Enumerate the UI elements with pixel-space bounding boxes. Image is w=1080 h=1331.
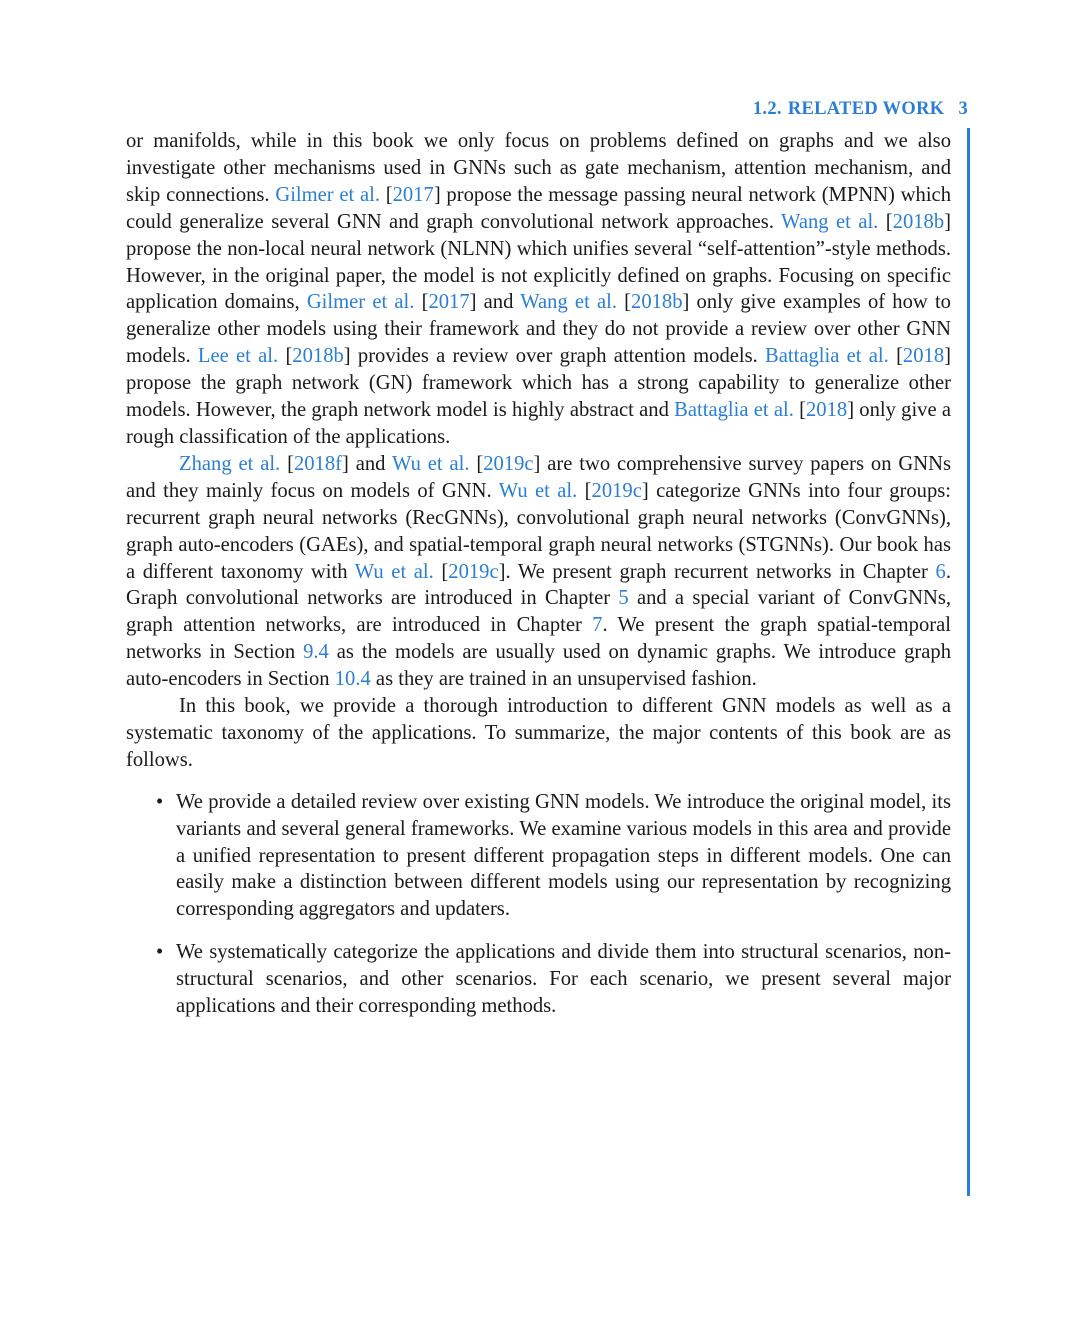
chapter-ref-link[interactable]: 5 bbox=[618, 587, 629, 610]
citation-year-link[interactable]: 2018f bbox=[293, 452, 342, 475]
text-span: propose the message passing neural network (MPNN) which could generalize several GNN and graph convolutional network approaches. bbox=[126, 183, 951, 233]
chapter-ref-link[interactable]: 7 bbox=[592, 614, 603, 637]
list-item-text: We systematically categorize the applications and divide them into structural scenarios, non-structural scenarios, and other scenarios. For each scenario, we present several major applications and their corresponding methods. bbox=[176, 941, 951, 1018]
list-item bbox=[126, 939, 951, 1020]
bullet-icon: • bbox=[156, 941, 164, 964]
citation-link[interactable]: Wu et al. bbox=[498, 479, 578, 502]
running-head bbox=[753, 99, 968, 120]
bullet-icon: • bbox=[156, 790, 164, 813]
text-span: propose the non-local neural network (NLNN) which unifies several “self-attention”-style methods. However, in the original paper, the model is not explicitly defined on graphs. Focusing on specific application domains, bbox=[126, 237, 951, 314]
text-span: . We present the graph spatial-temporal networks in Section bbox=[126, 614, 951, 664]
citation-year-link[interactable]: 2017 bbox=[428, 291, 470, 314]
list-item-text: We provide a detailed review over existing GNN models. We introduce the original model, its variants and several general frameworks. We examine various models in this area and provide a unified representation to present different propagation steps in different models. One can easily make a distinction between different models using our representation by recognizing corresponding aggregators and updaters. bbox=[176, 790, 951, 921]
chapter-ref-link[interactable]: 6 bbox=[935, 560, 946, 583]
text-span: are two comprehensive survey papers on GNNs and they mainly focus on models of GNN. bbox=[126, 452, 951, 502]
citation-link[interactable]: Wang et al. bbox=[781, 210, 879, 233]
citation-year-link[interactable]: 2018 bbox=[902, 345, 945, 368]
text-span: propose the graph network (GN) framework which has a strong capability to generalize other models. However, the graph network model is highly abstract and bbox=[126, 372, 951, 422]
page-number: 3 bbox=[958, 99, 968, 119]
citation-link[interactable]: Wu et al. bbox=[391, 452, 470, 475]
citation-year-link[interactable]: 2017 bbox=[392, 183, 434, 206]
citation-link[interactable]: Zhang et al. bbox=[179, 452, 281, 475]
text-span: and bbox=[476, 291, 521, 314]
citation-link[interactable]: Gilmer et al. bbox=[275, 183, 381, 206]
text-span: as the models are usually used on dynamic graphs. We introduce graph auto-encoders in Section bbox=[126, 641, 951, 691]
contribution-list bbox=[126, 789, 951, 1020]
paragraph-related-work: or manifolds, while in this book we only focus on problems defined on graphs and we also investigate other mechanisms used in GNNs such as gate mechanism, attention mechanism, and skip connections. Gilmer et al. [2017] propose the message passing neural network (MPNN) which could generalize several GNN and graph convolutional network approaches. Wang et al. [2018b] propose the non-local neural network (NLNN) which unifies several “self-attention”-style methods. However, in the original paper, the model is not explicitly defined on graphs. Focusing on specific application domains, Gilmer et al. [2017] and Wang et al. [2018b] only give examples of how to generalize other models using their framework and they do not provide a review over other GNN models. Lee et al. [2018b] provides a review over graph attention models. Battaglia et al. [2018] propose the graph network (GN) framework which has a strong capability to generalize other models. However, the graph network model is highly abstract and Battaglia et al. [2018] only give a rough classification of the applications. bbox=[126, 130, 952, 448]
citation-year-link[interactable]: 2019c bbox=[591, 479, 642, 502]
citation-year-link[interactable]: 2018 bbox=[806, 399, 848, 422]
citation-link[interactable]: Gilmer et al. bbox=[306, 291, 415, 314]
citation-year-link[interactable]: 2018b bbox=[631, 291, 683, 314]
text-span: provides a review over graph attention models. bbox=[350, 345, 766, 368]
text-span: . We present graph recurrent networks in Chapter bbox=[505, 560, 936, 583]
citation-link[interactable]: Wu et al. bbox=[354, 560, 434, 583]
text-span: categorize GNNs into four groups: recurrent graph neural networks (RecGNNs), convolutional graph neural networks (ConvGNNs), graph auto-encoders (GAEs), and spatial-temporal graph neural networks (STGNNs). Our book has a different taxonomy with bbox=[126, 479, 951, 583]
text-span: only give examples of how to generalize other models using their framework and they do not provide a review over other GNN models. bbox=[126, 291, 951, 368]
text-span: . Graph convolutional networks are introduced in Chapter bbox=[126, 560, 951, 610]
text-span: and bbox=[348, 452, 392, 475]
text-span: only give a rough classification of the applications. bbox=[126, 399, 952, 448]
margin-rule bbox=[967, 128, 970, 1196]
section-title: RELATED WORK bbox=[787, 99, 945, 119]
text-span: and a special variant of ConvGNNs, graph attention networks, are introduced in Chapter bbox=[126, 587, 951, 637]
citation-year-link[interactable]: 2019c bbox=[483, 452, 534, 475]
citation-year-link[interactable]: 2018b bbox=[892, 210, 945, 233]
list-item bbox=[126, 789, 951, 924]
body-text bbox=[126, 128, 951, 1036]
paragraph-surveys: Zhang et al. [2018f] and Wu et al. [2019c] are two comprehensive survey papers on GNNs and they mainly focus on models of GNN. Wu et al. [2019c] categorize GNNs into four groups: recurrent graph neural networks (RecGNNs), convolutional graph neural networks (ConvGNNs), graph auto-encoders (GAEs), and spatial-temporal graph neural networks (STGNNs). Our book has a different taxonomy with Wu et al. [2019c]. We present graph recurrent networks in Chapter 6. Graph convolutional networks are introduced in Chapter 5 and a special variant of ConvGNNs, graph attention networks, are introduced in Chapter 7. We present the graph spatial-temporal networks in Section 9.4 as the models are usually used on dynamic graphs. We introduce graph auto-encoders in Section 10.4 as they are trained in an unsupervised fashion. bbox=[126, 452, 951, 691]
citation-link[interactable]: Battaglia et al. bbox=[674, 399, 794, 422]
section-ref-link[interactable]: 9.4 bbox=[303, 641, 329, 664]
text-span: as they are trained in an unsupervised fashion. bbox=[370, 668, 757, 691]
text-span: or manifolds, while in this book we only focus on problems defined on graphs and we also investigate other mechanisms used in GNNs such as gate mechanism, attention mechanism, and skip connections. bbox=[126, 130, 951, 206]
citation-link[interactable]: Battaglia et al. bbox=[765, 345, 889, 368]
citation-link[interactable]: Wang et al. bbox=[520, 291, 617, 314]
citation-link[interactable]: Lee et al. bbox=[197, 345, 279, 368]
section-number: 1.2. bbox=[752, 99, 782, 119]
citation-year-link[interactable]: 2018b bbox=[292, 345, 344, 368]
citation-year-link[interactable]: 2019c bbox=[448, 560, 499, 583]
section-ref-link[interactable]: 10.4 bbox=[334, 668, 371, 691]
paragraph-summary: In this book, we provide a thorough introduction to different GNN models as well as a systematic taxonomy of the applications. To summarize, the major contents of this book are as follows. bbox=[126, 695, 951, 771]
